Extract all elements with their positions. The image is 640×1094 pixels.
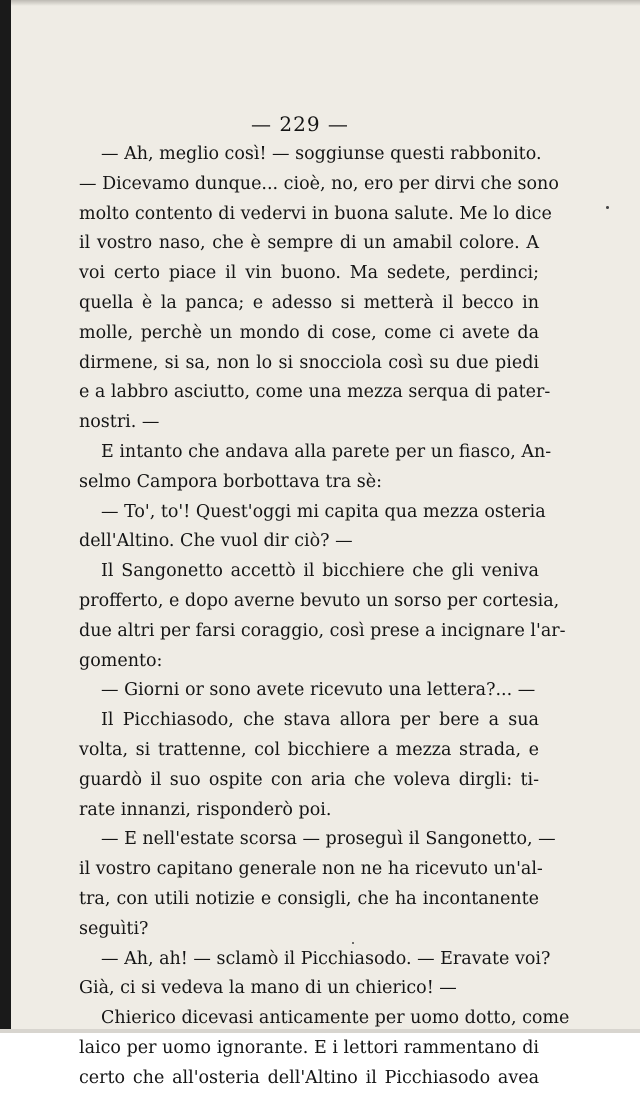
- page-number: — 229 —: [251, 112, 349, 136]
- text-line: voi certo piace il vin buono. Ma sedete, perdinci;: [79, 263, 539, 284]
- text-line: il vostro naso, che è sempre di un amabil colore. A: [79, 233, 539, 254]
- text-line: dell'Altino. Che vuol dir ciò? —: [79, 531, 353, 552]
- text-line: laico per uomo ignorante. E i lettori rammentano di: [79, 1037, 539, 1058]
- text-line: — Ah, meglio così! — soggiunse questi rabbonito.: [101, 144, 542, 164]
- page-top-edge: [0, 0, 640, 6]
- paper-speck: [352, 942, 354, 944]
- text-line: seguìti?: [79, 918, 149, 939]
- page-binding-edge: [0, 0, 11, 1033]
- text-line: Già, ci si vedeva la mano di un chierico! —: [79, 978, 457, 999]
- text-line: guardò il suo ospite con aria che voleva dirgli: ti-: [79, 769, 539, 790]
- text-line: rate innanzi, risponderò poi.: [79, 799, 332, 820]
- text-line: selmo Campora borbottava tra sè:: [79, 471, 382, 492]
- text-line: certo che all'osteria dell'Altino il Picchiasodo avea: [79, 1067, 539, 1088]
- text-line: due altri per farsi coraggio, così prese a incignare l'ar-: [79, 620, 566, 641]
- text-line: E intanto che andava alla parete per un fiasco, An-: [101, 441, 552, 462]
- text-line: dirmene, si sa, non lo si snocciola così su due piedi: [79, 352, 539, 373]
- text-line: — Ah, ah! — sclamò il Picchiasodo. — Eravate voi?: [101, 948, 551, 969]
- text-line: tra, con utili notizie e consigli, che ha incontanente: [79, 888, 539, 909]
- text-line: profferto, e dopo averne bevuto un sorso per cortesia,: [79, 590, 560, 611]
- text-line: Il Picchiasodo, che stava allora per bere a sua: [101, 710, 539, 731]
- text-line: Il Sangonetto accettò il bicchiere che gli veniva: [101, 561, 539, 582]
- text-line: — To', to'! Quest'oggi mi capita qua mezza osteria: [101, 501, 546, 522]
- text-line: — E nell'estate scorsa — proseguì il Sangonetto, —: [101, 829, 556, 850]
- text-line: gomento:: [79, 650, 163, 671]
- text-line: il vostro capitano generale non ne ha ricevuto un'al-: [79, 859, 543, 880]
- paper-speck: [606, 206, 609, 209]
- text-line: — Giorni or sono avete ricevuto una lettera?... —: [101, 680, 536, 701]
- text-line: volta, si trattenne, col bicchiere a mezza strada, e: [79, 739, 539, 760]
- body-text: [79, 140, 570, 1094]
- text-line: Chierico dicevasi anticamente per uomo dotto, come: [101, 1008, 570, 1029]
- text-line: nostri. —: [79, 412, 160, 433]
- text-line: — Dicevamo dunque... cioè, no, ero per dirvi che sono: [79, 173, 559, 194]
- text-line: e a labbro asciutto, come una mezza serqua di pater-: [79, 382, 551, 403]
- text-line: quella è la panca; e adesso si metterà il becco in: [79, 292, 539, 313]
- text-line: molto contento di vedervi in buona salute. Me lo dice: [79, 203, 552, 224]
- text-line: molle, perchè un mondo di cose, come ci avete da: [79, 322, 539, 343]
